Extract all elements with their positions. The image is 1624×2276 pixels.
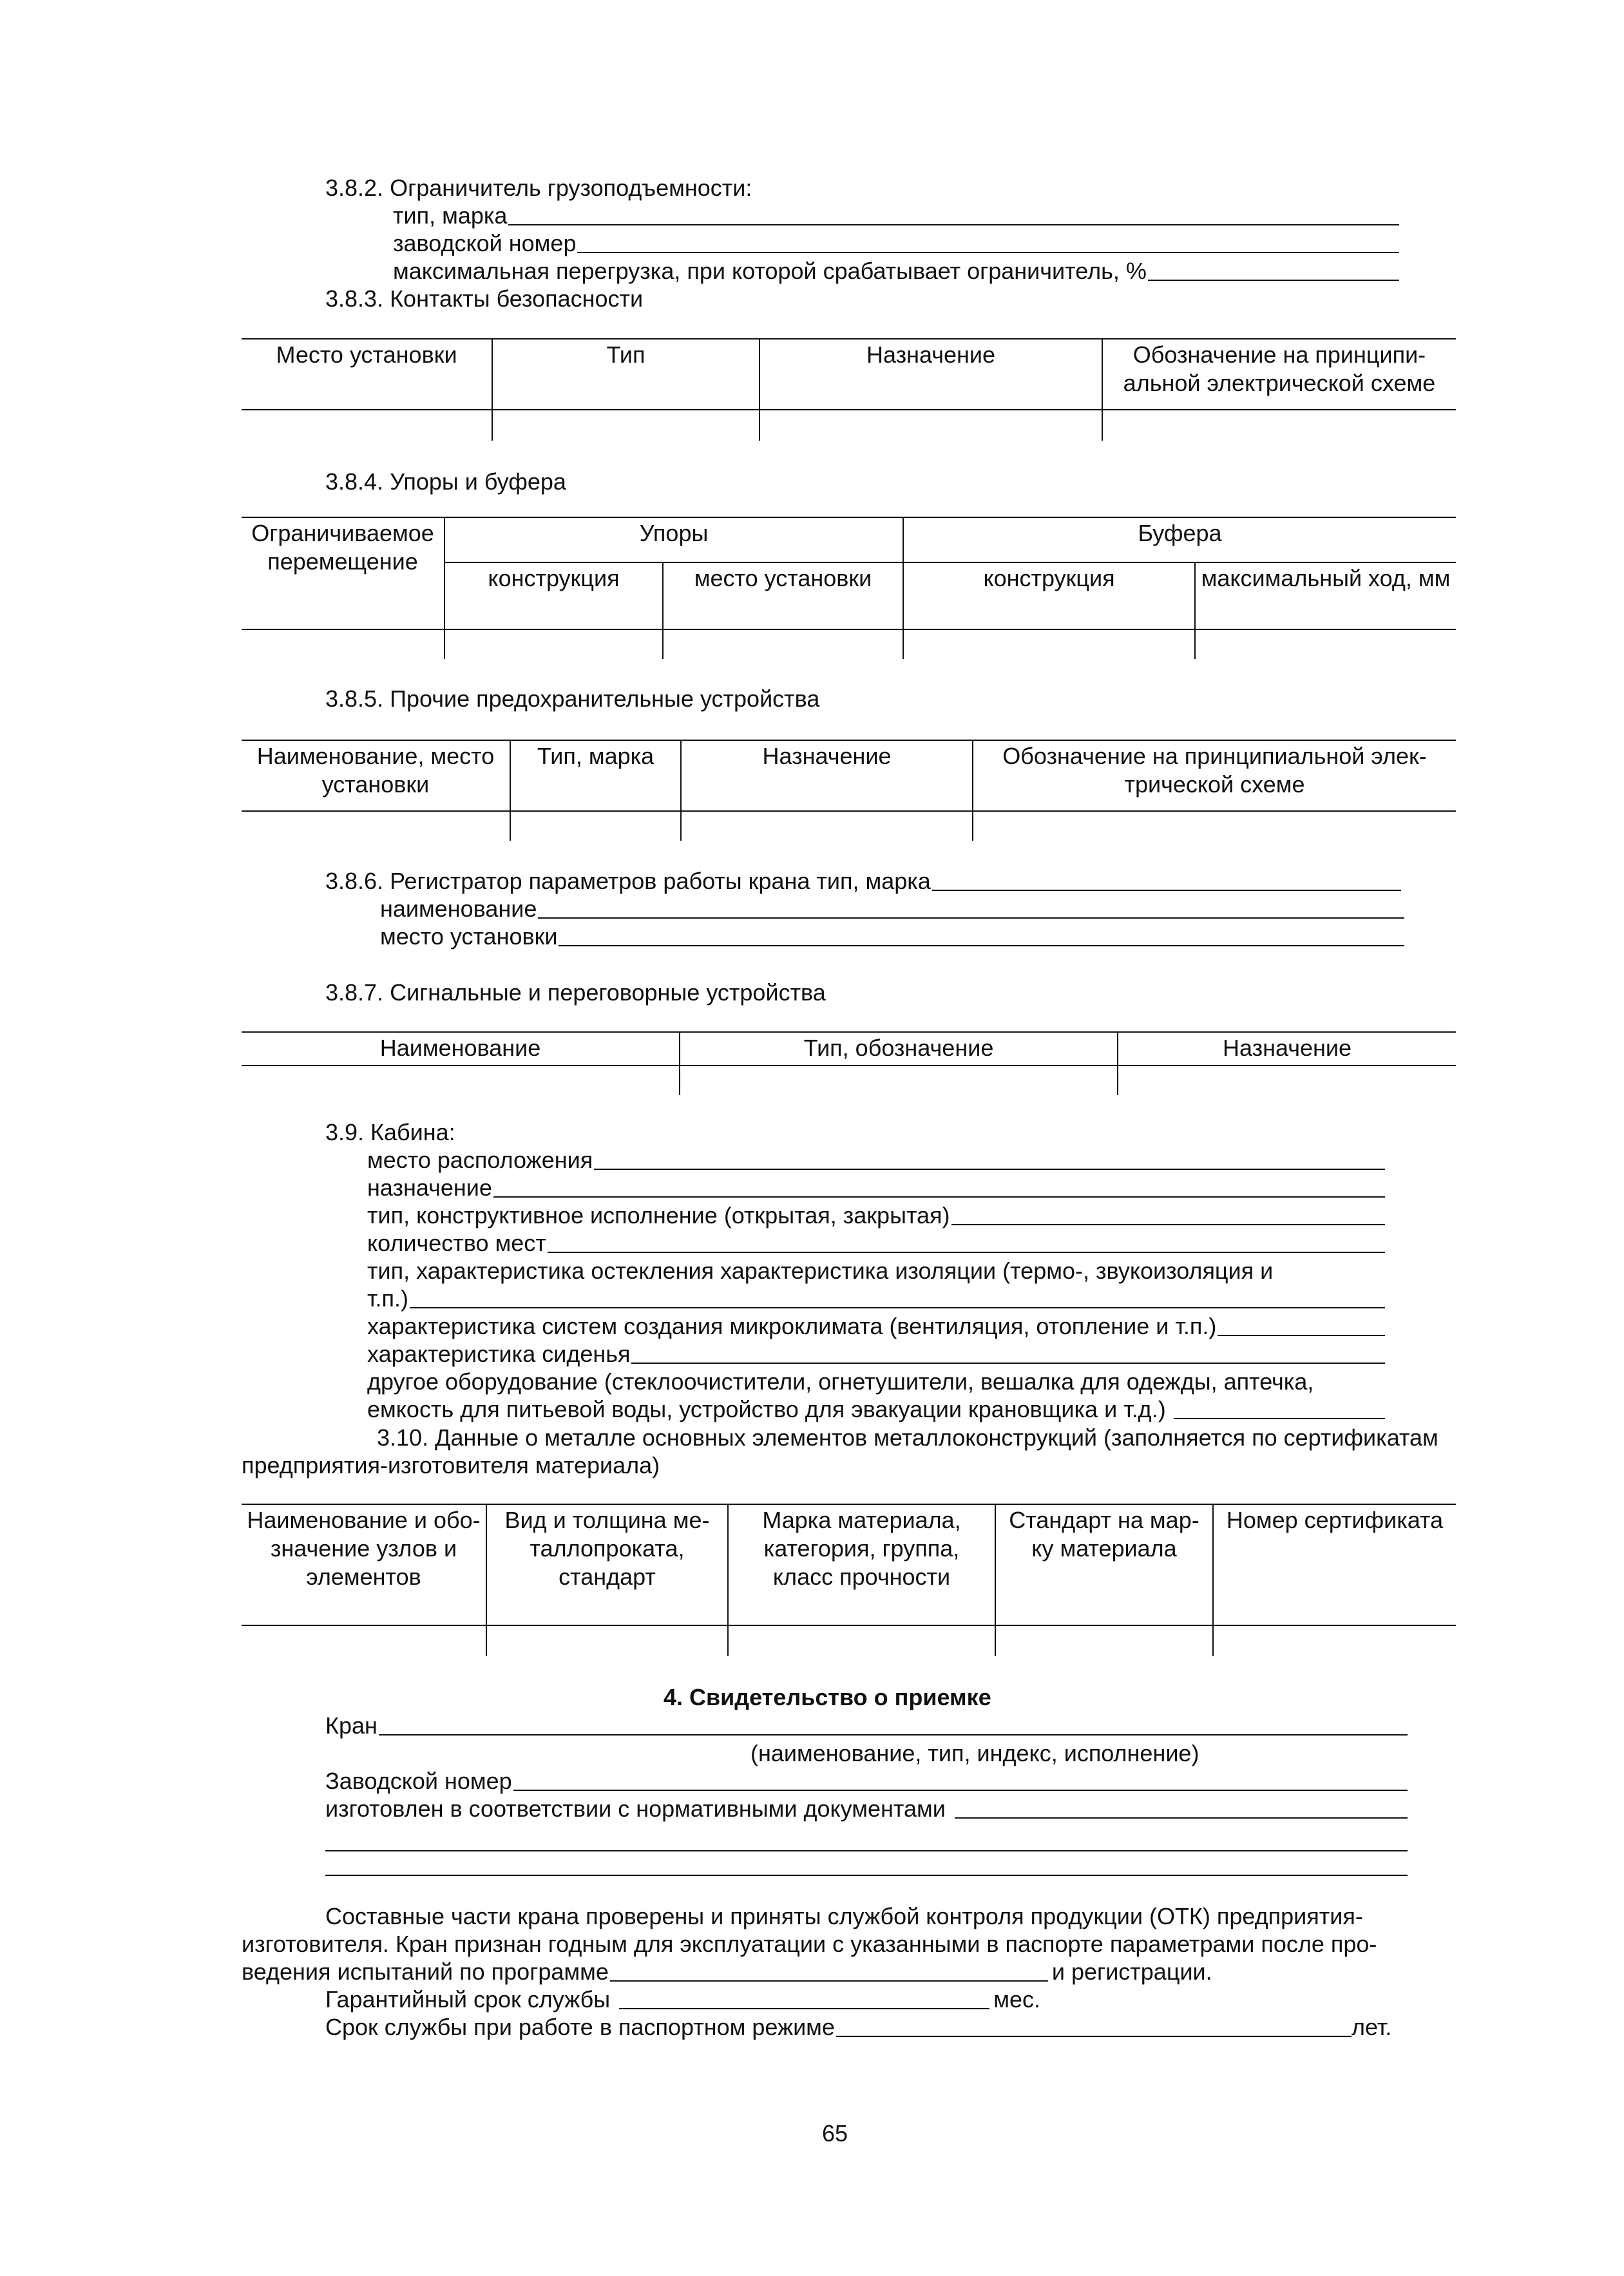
table-row (242, 629, 1456, 659)
cabin-seat-label: характеристика сиденья (367, 1341, 631, 1367)
limiter-type-line (393, 202, 1399, 229)
table-row (242, 410, 1456, 441)
cabin-climate-field[interactable] (1218, 1335, 1385, 1336)
table-cell[interactable] (444, 629, 663, 659)
section-3-9-title: 3.9. Кабина: (325, 1119, 455, 1145)
table-cell[interactable] (728, 1625, 995, 1656)
table-header-row (242, 740, 1456, 811)
table-cell[interactable] (242, 1066, 680, 1095)
section-3-8-6-title: 3.8.6. Регистратор параметров работы крана тип, марка (325, 868, 931, 894)
safety-contacts-table (242, 338, 1456, 441)
cabin-purpose-field[interactable] (493, 1196, 1385, 1198)
header-cell: Ограничиваемое перемещение (242, 517, 444, 629)
limiter-type-field[interactable] (508, 224, 1399, 225)
serial-number-label: Заводской номер (325, 1768, 512, 1794)
table-cell[interactable] (1213, 1625, 1456, 1656)
normative-docs-line (325, 1795, 1408, 1822)
limiter-overload-label: максимальная перегрузка, при которой срабатывает ограничитель, % (393, 258, 1147, 284)
recorder-place-line (380, 923, 1404, 950)
serial-number-line (325, 1767, 1408, 1795)
recorder-type-line (325, 867, 1401, 895)
cabin-seat-field[interactable] (631, 1363, 1385, 1364)
cabin-other-line (367, 1395, 1385, 1423)
warranty-unit: мес. (993, 1986, 1040, 2013)
header-cell: Марка материала, категория, группа, класс прочности (728, 1504, 995, 1625)
stops-buffers-table (242, 517, 1456, 659)
cabin-other-field[interactable] (1174, 1418, 1385, 1419)
header-cell: Вид и толщина ме-таллопроката, стандарт (486, 1504, 728, 1625)
cabin-climate-line (367, 1312, 1385, 1340)
header-cell: Место установки (242, 339, 492, 410)
crane-hint: (наименование, тип, индекс, исполнение) (750, 1740, 1199, 1766)
table-header-row (242, 1504, 1456, 1625)
table-cell[interactable] (492, 410, 759, 441)
cabin-design-label: тип, конструктивное исполнение (открытая, закрытая) (367, 1202, 950, 1229)
warranty-label: Гарантийный срок службы (325, 1986, 611, 2013)
cabin-other-label-end: емкость для питьевой воды, устройство для эвакуации крановщика и т.д.) (367, 1396, 1166, 1422)
program-line (242, 1958, 1212, 1985)
header-cell: Буфера (903, 517, 1456, 562)
registration-label: и регистрации. (1051, 1958, 1212, 1985)
cabin-location-label: место расположения (367, 1147, 593, 1173)
section-3-10-title: 3.10. Данные о металле основных элементов металлоконструкций (заполняется по сертификатам (377, 1424, 1438, 1451)
cabin-seats-label: количество мест (367, 1230, 546, 1256)
cabin-design-line (367, 1201, 1385, 1229)
header-cell: Тип (492, 339, 759, 410)
table-cell[interactable] (510, 811, 681, 841)
header-cell: Наименование (242, 1032, 680, 1066)
section-3-8-4-title: 3.8.4. Упоры и буфера (325, 468, 566, 495)
header-cell: конструкция (444, 562, 663, 629)
cabin-glazing-field[interactable] (410, 1307, 1385, 1308)
table-cell[interactable] (1195, 629, 1456, 659)
section-4-title: 4. Свидетельство о приемке (664, 1684, 991, 1710)
recorder-type-field[interactable] (932, 890, 1401, 891)
section-3-8-3-title: 3.8.3. Контакты безопасности (325, 285, 644, 312)
cabin-location-field[interactable] (594, 1169, 1385, 1170)
header-cell: Обозначение на принципи-альной электрической схеме (1102, 339, 1456, 410)
table-cell[interactable] (242, 811, 510, 841)
table-cell[interactable] (486, 1625, 728, 1656)
limiter-serial-line (393, 229, 1399, 257)
warranty-field[interactable] (619, 2008, 989, 2009)
cabin-seats-line (367, 1229, 1385, 1257)
signal-devices-table (242, 1031, 1456, 1095)
section-3-10-title-cont: предприятия-изготовителя материала) (242, 1452, 660, 1478)
table-cell[interactable] (903, 629, 1195, 659)
crane-line (325, 1712, 1408, 1739)
table-cell[interactable] (242, 629, 444, 659)
table-header-row (242, 1032, 1456, 1066)
limiter-type-label: тип, марка (393, 202, 508, 229)
header-cell: место установки (663, 562, 903, 629)
recorder-place-field[interactable] (559, 945, 1404, 946)
recorder-name-field[interactable] (538, 917, 1404, 919)
table-cell[interactable] (759, 410, 1102, 441)
blank-line[interactable] (325, 1875, 1408, 1876)
normative-docs-field[interactable] (955, 1817, 1408, 1819)
table-cell[interactable] (973, 811, 1456, 841)
recorder-place-label: место установки (380, 923, 558, 950)
header-cell: Наименование и обо-значение узлов и элементов (242, 1504, 486, 1625)
cabin-purpose-line (367, 1174, 1385, 1201)
table-cell[interactable] (242, 1625, 486, 1656)
warranty-line (325, 1985, 1040, 2013)
table-row (242, 1625, 1456, 1656)
section-3-8-7-title: 3.8.7. Сигнальные и переговорные устройства (325, 979, 826, 1006)
section-3-8-2-title: 3.8.2. Ограничитель грузоподъемности: (325, 175, 752, 201)
cabin-glazing-line (367, 1285, 1385, 1312)
header-cell: Назначение (681, 740, 973, 811)
limiter-serial-label: заводской номер (393, 230, 577, 256)
program-label: ведения испытаний по программе (242, 1958, 609, 1985)
service-life-line (325, 2013, 1391, 2041)
limiter-serial-field[interactable] (577, 252, 1399, 253)
header-cell: Наименование, место установки (242, 740, 510, 811)
table-row (242, 1066, 1456, 1095)
normative-docs-label: изготовлен в соответствии с нормативными документами (325, 1795, 946, 1822)
header-cell: Назначение (759, 339, 1102, 410)
table-cell[interactable] (995, 1625, 1213, 1656)
crane-field[interactable] (379, 1734, 1408, 1736)
header-cell: Упоры (444, 517, 903, 562)
blank-line[interactable] (325, 1850, 1408, 1851)
table-row (242, 811, 1456, 841)
program-field[interactable] (610, 1980, 1048, 1982)
cabin-climate-label: характеристика систем создания микроклимата (вентиляция, отопление и т.п.) (367, 1313, 1217, 1339)
table-header-row (242, 339, 1456, 410)
serial-number-field[interactable] (513, 1790, 1408, 1791)
table-header-row (242, 517, 1456, 562)
table-cell[interactable] (680, 1066, 1118, 1095)
table-cell[interactable] (1102, 410, 1456, 441)
recorder-name-label: наименование (380, 895, 537, 922)
acceptance-text-line-2: изготовителя. Кран признан годным для эксплуатации с указанными в паспорте параметрами после про- (242, 1931, 1377, 1957)
cabin-seat-line (367, 1340, 1385, 1368)
page-number: 65 (822, 2120, 848, 2147)
header-cell: Стандарт на мар-ку материала (995, 1504, 1213, 1625)
cabin-design-field[interactable] (951, 1224, 1385, 1225)
limiter-overload-field[interactable] (1148, 280, 1399, 281)
table-cell[interactable] (681, 811, 973, 841)
header-cell: Тип, обозначение (680, 1032, 1118, 1066)
recorder-name-line (380, 895, 1404, 923)
cabin-glazing-label: тип, характеристика остекления характеристика изоляции (термо-, звукоизоляция и (367, 1258, 1274, 1284)
header-cell: конструкция (903, 562, 1195, 629)
cabin-seats-field[interactable] (548, 1252, 1385, 1253)
cabin-purpose-label: назначение (367, 1174, 492, 1201)
other-protective-devices-table (242, 740, 1456, 841)
cabin-location-line (367, 1146, 1385, 1174)
cabin-other-label: другое оборудование (стеклоочистители, огнетушители, вешалка для одежды, аптечка, (367, 1368, 1314, 1395)
table-cell[interactable] (663, 629, 903, 659)
metal-data-table (242, 1504, 1456, 1656)
service-life-field[interactable] (836, 2036, 1352, 2037)
limiter-overload-line (393, 257, 1399, 285)
service-life-unit: лет. (1351, 2014, 1392, 2040)
section-3-8-5-title: 3.8.5. Прочие предохранительные устройства (325, 685, 820, 712)
header-cell: Обозначение на принципиальной элек-трической схеме (973, 740, 1456, 811)
cabin-glazing-label-end: т.п.) (367, 1285, 408, 1312)
service-life-label: Срок службы при работе в паспортном режиме (325, 2014, 835, 2040)
crane-label: Кран (325, 1712, 377, 1739)
header-cell: Тип, марка (510, 740, 681, 811)
acceptance-text-line-1: Составные части крана проверены и приняты службой контроля продукции (ОТК) предприятия- (325, 1903, 1363, 1929)
table-cell[interactable] (1118, 1066, 1456, 1095)
header-cell: максимальный ход, мм (1195, 562, 1456, 629)
header-cell: Номер сертификата (1213, 1504, 1456, 1625)
header-cell: Назначение (1118, 1032, 1456, 1066)
table-cell[interactable] (242, 410, 492, 441)
